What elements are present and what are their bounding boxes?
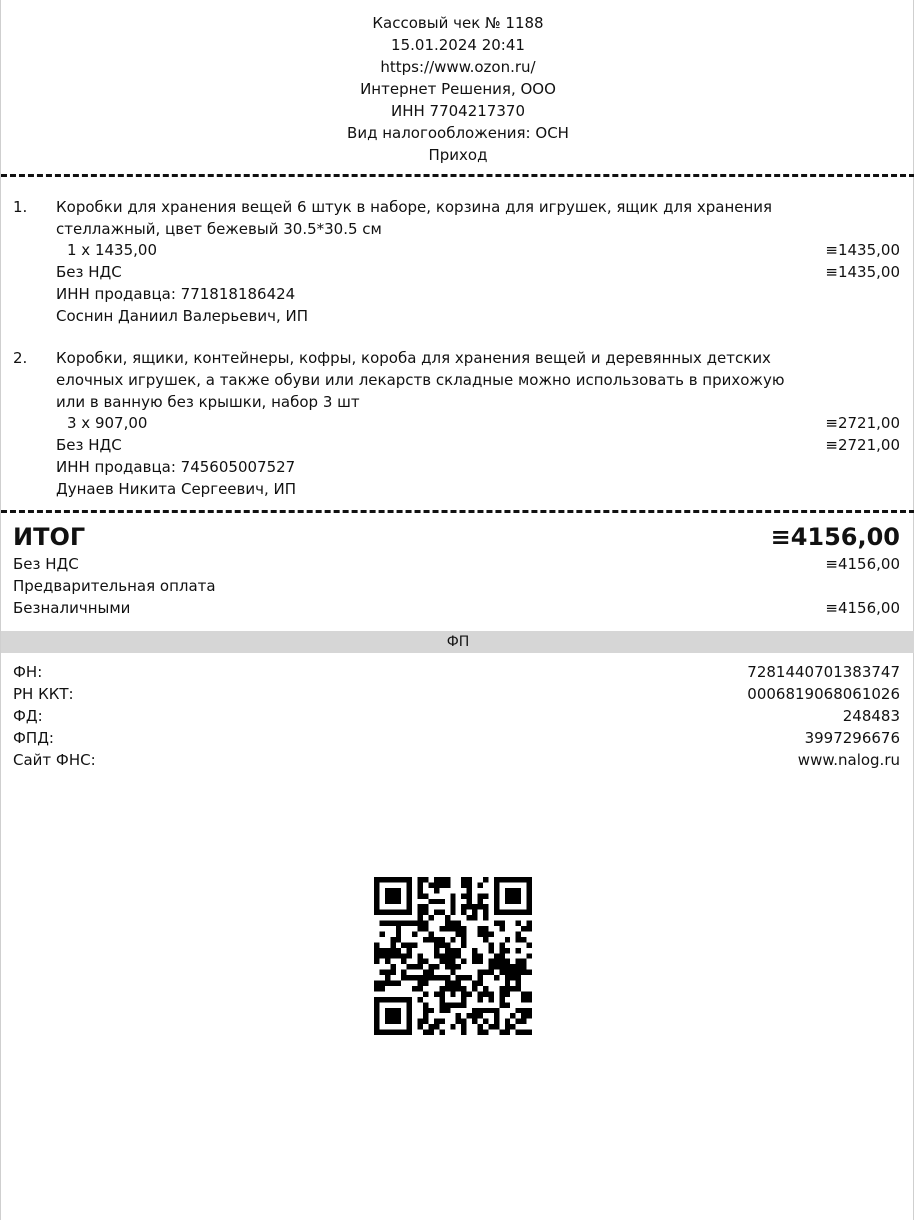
fn-label: ФН: [13,663,43,681]
total-vat-value: ≡4156,00 [825,555,900,573]
item-name-line: елочных игрушек, а также обуви или лекарств складные можно использовать в прихожую [56,371,785,389]
divider-bottom [1,510,914,513]
fn-value: 7281440701383747 [747,663,900,681]
fns-site-label: Сайт ФНС: [13,751,96,769]
item-sum: ≡2721,00 [825,414,900,432]
item-number: 1. [13,198,28,216]
item-vat-sum: ≡2721,00 [825,436,900,454]
rn-label: РН ККТ: [13,685,74,703]
operation-type: Приход [428,146,488,164]
item-vat: Без НДС [56,436,122,454]
total-vat-label: Без НДС [13,555,79,573]
fd-value: 248483 [842,707,900,725]
fp-bar: ФП [1,631,914,653]
fpd-value: 3997296676 [804,729,900,747]
item-name-line: Коробки для хранения вещей 6 штук в наборе, корзина для игрушек, ящик для хранения [56,198,773,216]
qr-code-icon [374,877,532,1035]
receipt-title: Кассовый чек № 1188 [372,14,544,32]
item-seller-inn: ИНН продавца: 771818186424 [56,285,296,303]
company-inn: ИНН 7704217370 [391,102,525,120]
divider-top [1,174,914,177]
item-name-line: Коробки, ящики, контейнеры, кофры, короба для хранения вещей и деревянных детских [56,349,771,367]
item-qty-price: 3 x 907,00 [67,414,148,432]
total-value: ≡4156,00 [770,523,900,551]
cashless-value: ≡4156,00 [825,599,900,617]
cashless-label: Безналичными [13,599,131,617]
item-seller: Дунаев Никита Сергеевич, ИП [56,480,297,498]
receipt-datetime: 15.01.2024 20:41 [391,36,525,54]
fd-label: ФД: [13,707,43,725]
item-name-line: стеллажный, цвет бежевый 30.5*30.5 см [56,220,382,238]
item-sum: ≡1435,00 [825,241,900,259]
receipt-site[interactable]: https://www.ozon.ru/ [380,58,536,76]
item-qty-price: 1 x 1435,00 [67,241,157,259]
tax-system: Вид налогообложения: ОСН [347,124,569,142]
fpd-label: ФПД: [13,729,54,747]
rn-value: 0006819068061026 [747,685,900,703]
item-number: 2. [13,349,28,367]
fns-site-value[interactable]: www.nalog.ru [797,751,900,769]
item-seller: Соснин Даниил Валерьевич, ИП [56,307,308,325]
item-vat: Без НДС [56,263,122,281]
item-vat-sum: ≡1435,00 [825,263,900,281]
prepay-label: Предварительная оплата [13,577,216,595]
company-name: Интернет Решения, ООО [360,80,556,98]
total-label: ИТОГ [13,523,86,551]
item-seller-inn: ИНН продавца: 745605007527 [56,458,296,476]
item-name-line: или в ванную без крышки, набор 3 шт [56,393,360,411]
receipt-header [1,12,914,166]
